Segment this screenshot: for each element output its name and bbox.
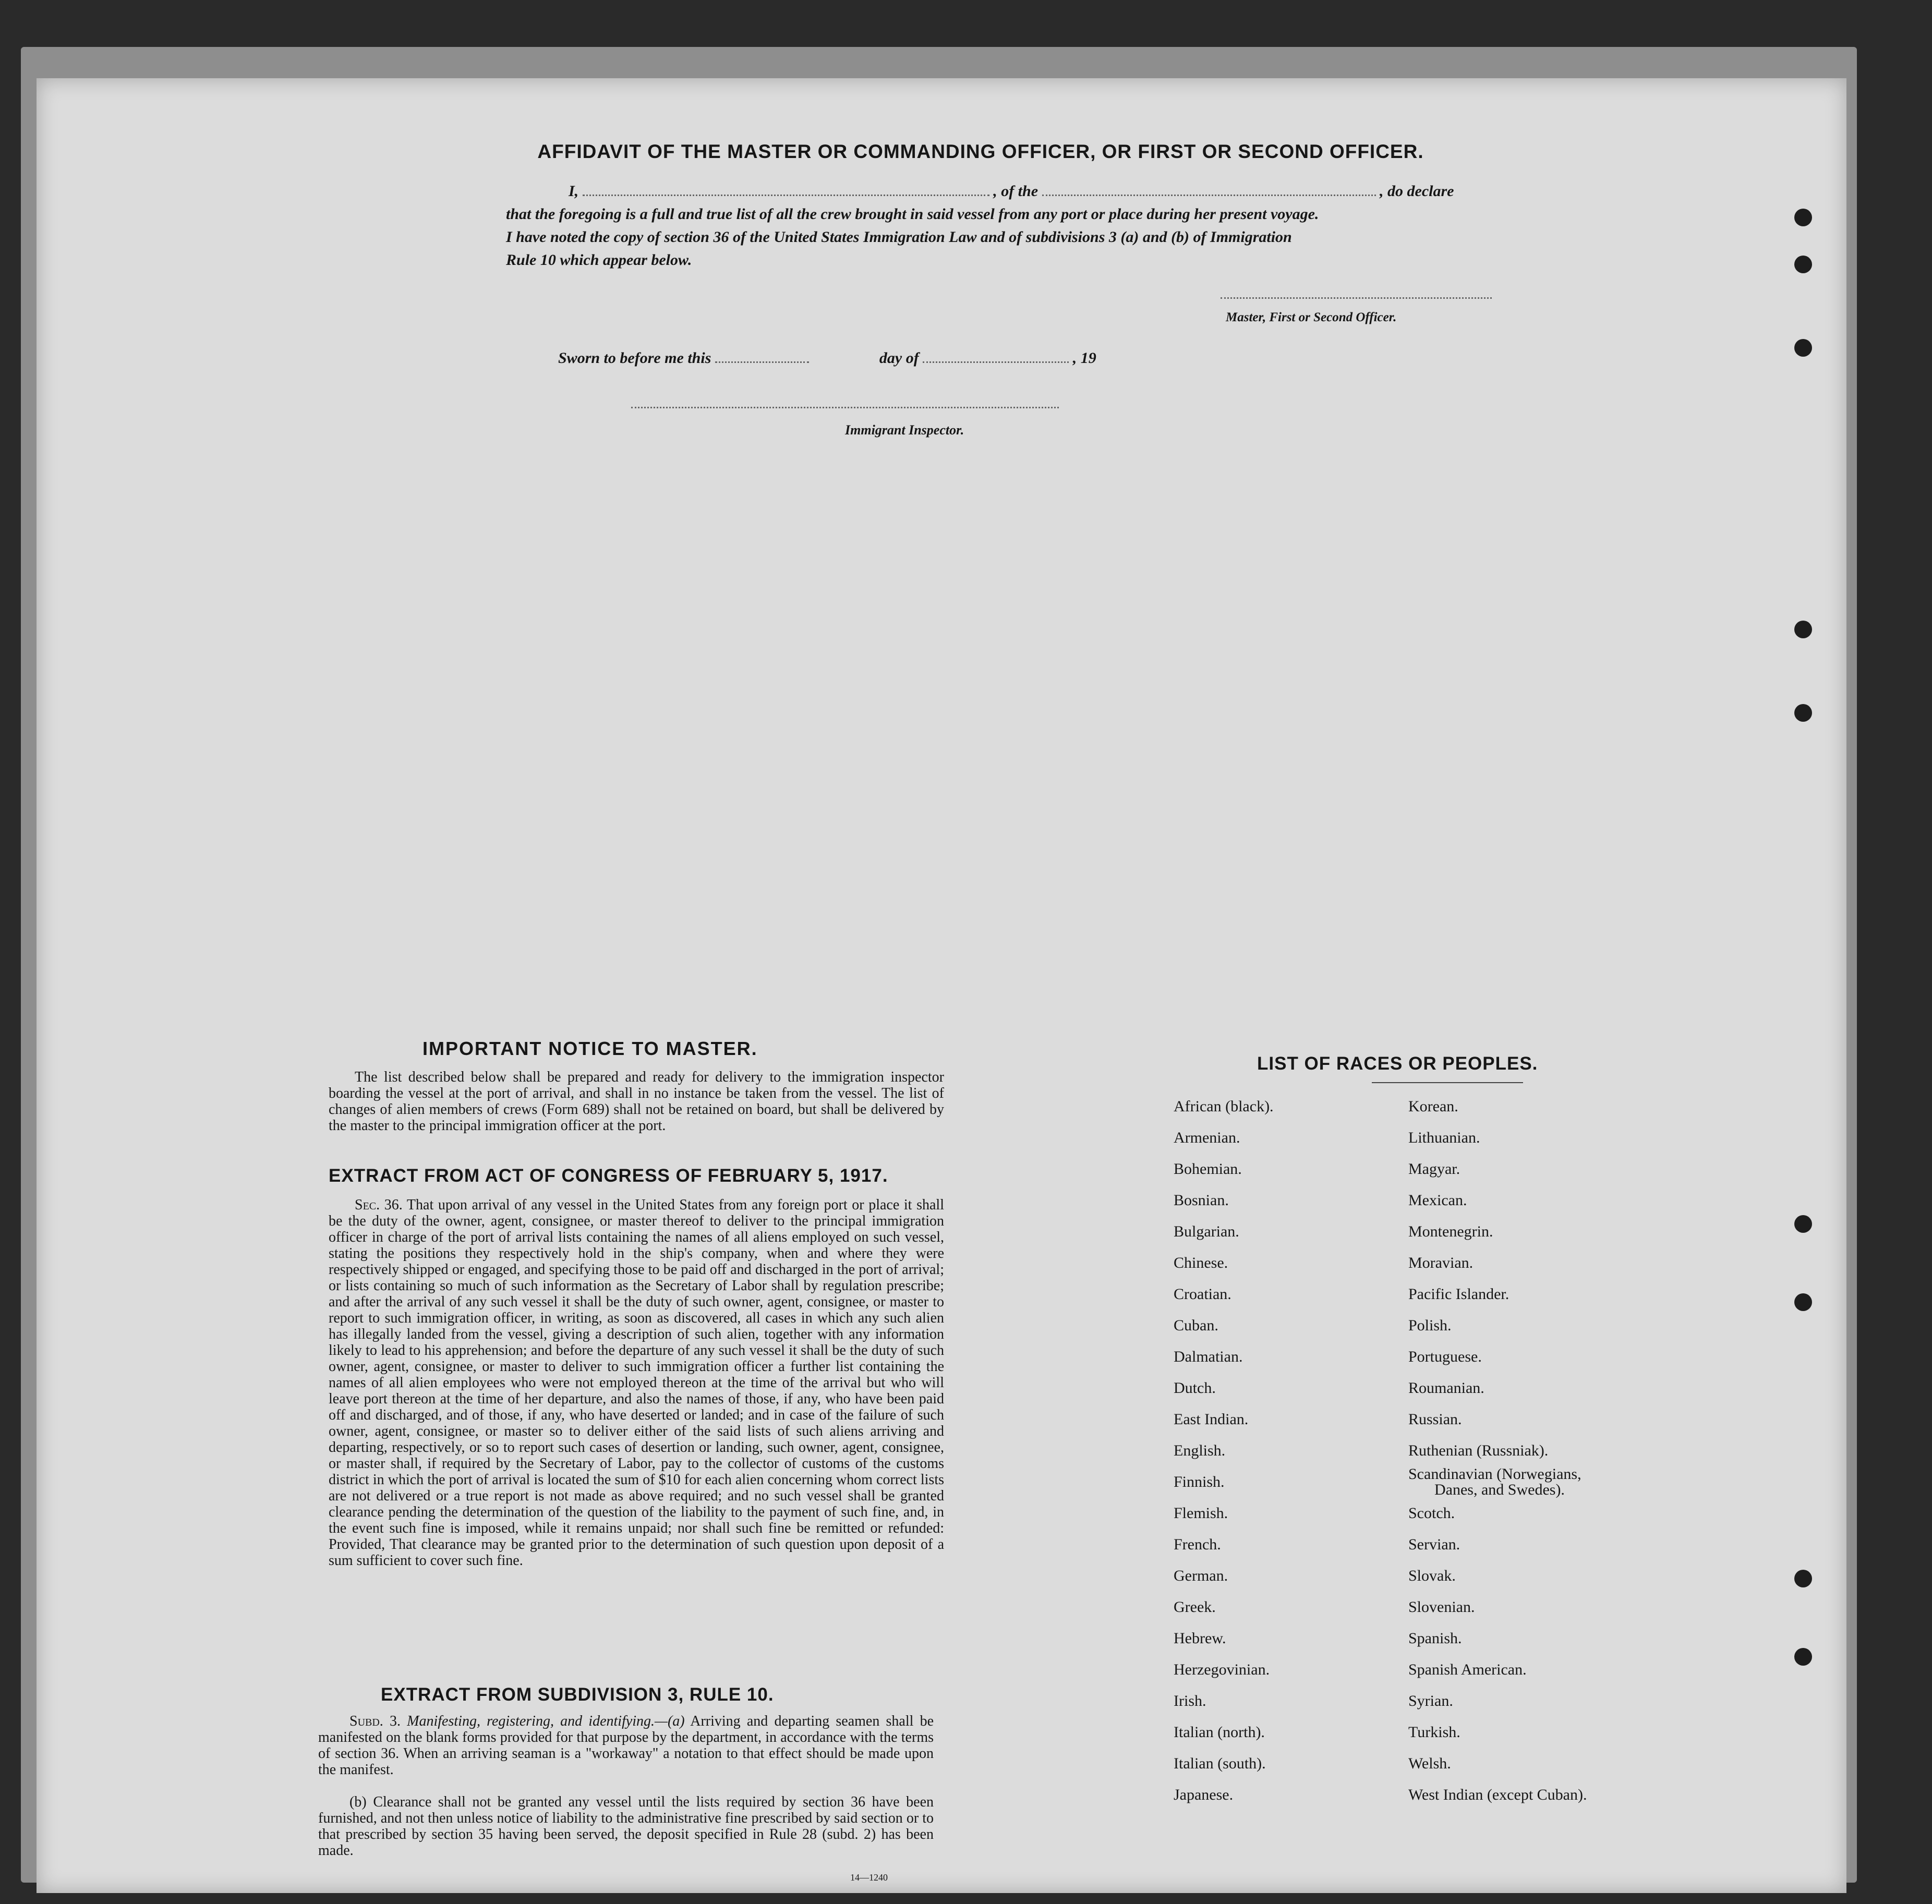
signature-label: Master, First or Second Officer. (1226, 310, 1397, 324)
race-item: Roumanian. (1408, 1379, 1484, 1397)
race-item: Finnish. (1174, 1473, 1225, 1490)
rule-subd-b (318, 1794, 934, 1859)
form-number: 14—1240 (850, 1872, 888, 1883)
binder-hole (1794, 1215, 1812, 1233)
binder-hole (1794, 256, 1812, 273)
race-item: Armenian. (1174, 1129, 1240, 1146)
affidavit-of-the: , of the (993, 183, 1039, 200)
act-title: EXTRACT FROM ACT OF CONGRESS OF FEBRUARY 5, 1917. (329, 1166, 888, 1186)
race-item: Slovenian. (1408, 1598, 1475, 1616)
binder-hole (1794, 704, 1812, 722)
affidavit-line-2: that the foregoing is a full and true list of all the crew brought in said vessel from any port or place during her present voyage. (506, 205, 1319, 223)
inspector-sign-line (631, 407, 1059, 408)
race-item: Hebrew. (1174, 1630, 1226, 1647)
race-item: Portuguese. (1408, 1348, 1482, 1365)
race-item: Ruthenian (Russniak). (1408, 1442, 1549, 1459)
race-item: Montenegrin. (1408, 1223, 1493, 1240)
race-item: Italian (south). (1174, 1755, 1266, 1772)
race-item: African (black). (1174, 1098, 1274, 1115)
affidavit-line-1 (506, 183, 1507, 200)
rule-subd-a-text: Arriving and departing seamen shall be manifested on the blank forms provided for that purpose by the department, in accordance with the terms of section 36. When an arriving seaman is a "workaway" a notation to that effect should be made upon the manifest. (318, 1713, 934, 1778)
race-item: Bulgarian. (1174, 1223, 1239, 1240)
race-item: Russian. (1408, 1411, 1462, 1428)
binder-hole (1794, 1293, 1812, 1311)
rule-title: EXTRACT FROM SUBDIVISION 3, RULE 10. (381, 1684, 774, 1705)
rule-subd-a-label: Subd. 3. (349, 1713, 401, 1729)
races-title-rule (1372, 1082, 1523, 1083)
race-item: Cuban. (1174, 1317, 1218, 1334)
affidavit-line-3: I have noted the copy of section 36 of the United States Immigration Law and of subdivisions 3 (a) and (b) of Immigration (506, 228, 1292, 246)
notice-title: IMPORTANT NOTICE TO MASTER. (422, 1038, 758, 1059)
affidavit-line-4: Rule 10 which appear below. (506, 251, 692, 269)
race-item: Korean. (1408, 1098, 1458, 1115)
affidavit-title: AFFIDAVIT OF THE MASTER OR COMMANDING OFFICER, OR FIRST OR SECOND OFFICER. (537, 141, 1424, 162)
rule-subd-a (318, 1713, 934, 1778)
race-item: English. (1174, 1442, 1226, 1459)
race-item: Mexican. (1408, 1192, 1467, 1209)
race-item: Spanish. (1408, 1630, 1462, 1647)
race-item: Scotch. (1408, 1505, 1455, 1522)
race-item-continuation: Danes, and Swedes). (1434, 1481, 1565, 1498)
race-item: West Indian (except Cuban). (1408, 1786, 1587, 1803)
affidavit-i: I, (569, 183, 579, 200)
race-item: Japanese. (1174, 1786, 1234, 1803)
binder-hole (1794, 209, 1812, 226)
binder-hole (1794, 339, 1812, 357)
races-title: LIST OF RACES OR PEOPLES. (1257, 1053, 1538, 1074)
race-item: Chinese. (1174, 1254, 1228, 1271)
race-item: Croatian. (1174, 1285, 1231, 1303)
race-item: Magyar. (1408, 1160, 1460, 1178)
race-item: East Indian. (1174, 1411, 1249, 1428)
sworn-year: , 19 (1072, 349, 1096, 367)
sworn-month-blank (923, 361, 1069, 363)
race-item: Dalmatian. (1174, 1348, 1243, 1365)
act-section-label: Sec. 36. (355, 1197, 403, 1213)
race-item: Polish. (1408, 1317, 1452, 1334)
race-item: Flemish. (1174, 1505, 1228, 1522)
race-item: Pacific Islander. (1408, 1285, 1510, 1303)
sworn-day-blank (715, 361, 809, 363)
race-item: Greek. (1174, 1598, 1216, 1616)
notice-text: The list described below shall be prepared and ready for delivery to the immigration inspector boarding the vessel at the port of arrival, and shall in no instance be taken from the vessel. The list of changes of alien members of crews (Form 689) shall not be retained on board, but shall be delivered by the master to the principal immigration officer at the port. (329, 1069, 944, 1134)
vessel-blank (1042, 195, 1376, 196)
race-item: Scandinavian (Norwegians, (1408, 1465, 1581, 1483)
race-item: Italian (north). (1174, 1724, 1265, 1741)
race-item: Irish. (1174, 1692, 1206, 1709)
rule-subd-a-heading: Manifesting, registering, and identifying.—(a) (407, 1713, 685, 1729)
binder-hole (1794, 1648, 1812, 1666)
race-item: Spanish American. (1408, 1661, 1527, 1678)
inspector-label: Immigrant Inspector. (845, 422, 964, 438)
sworn-prefix: Sworn to before me this (558, 349, 711, 367)
race-item: Moravian. (1408, 1254, 1474, 1271)
race-item: Bosnian. (1174, 1192, 1229, 1209)
race-item: Turkish. (1408, 1724, 1460, 1741)
document-page (37, 78, 1846, 1893)
signature-line (1221, 297, 1492, 299)
race-item: Welsh. (1408, 1755, 1451, 1772)
rule-subd-b-label: (b) (349, 1794, 367, 1810)
sworn-day-of: day of (879, 349, 919, 367)
act-text: That upon arrival of any vessel in the United States from any foreign port or place it shall be the duty of the owner, agent, consignee, or master thereof to deliver to the principal immigration officer in charge of the port of arrival lists containing the names of all aliens employed on such vessel, stating the positions they respectively hold in the ship's company, when and where they were respectively shipped or engaged, and specifying those to be paid off and discharged in the port of arrival; or lists containing so much of such information as the Secretary of Labor shall by regulation prescribe; and after the arrival of any such vessel it shall be the duty of such owner, agent, consignee, or master to report to such immigration officer, in writing, as soon as discovered, all cases in which any such alien has illegally landed from the vessel, giving a description of such alien, together with any information likely to lead to his apprehension; and before the departure of any such vessel it shall be the duty of such owner, agent, consignee, or master to deliver to such immigration officer a further list containing the names of all alien employees who were not employed thereon at the time of the arrival but who will leave port thereon at the time of her departure, and also the names of those, if any, who have been paid off and discharged, and of those, if any, who have deserted or landed; and in case of the failure of such owner, agent, consignee, or master so to deliver either of the said lists of such aliens arriving and departing, respectively, or so to report such cases of desertion or landing, such owner, agent, consignee, or master shall, if required by the Secretary of Labor, pay to the collector of customs of the customs district in which the port of arrival is located the sum of $10 for each alien concerning whom correct lists are not delivered or a true report is not made as above required; and no such vessel shall be granted clearance pending the determination of the question of the liability to the payment of such fine, and, in the event such fine is imposed, while it remains unpaid; nor shall such fine be remitted or refunded: Provided, That clearance may be granted prior to the determination of such question upon deposit of a sum sufficient to cover such fine. (329, 1197, 944, 1569)
race-item: Bohemian. (1174, 1160, 1242, 1178)
race-item: French. (1174, 1536, 1221, 1553)
binder-hole (1794, 1570, 1812, 1587)
race-item: Slovak. (1408, 1567, 1456, 1584)
affidavit-declare: , do declare (1380, 183, 1454, 200)
act-text-block (329, 1197, 944, 1569)
binder-hole (1794, 621, 1812, 638)
name-blank (583, 195, 989, 196)
race-item: Syrian. (1408, 1692, 1453, 1709)
race-item: German. (1174, 1567, 1228, 1584)
race-item: Servian. (1408, 1536, 1460, 1553)
race-item: Lithuanian. (1408, 1129, 1480, 1146)
race-item: Dutch. (1174, 1379, 1216, 1397)
race-item: Herzegovinian. (1174, 1661, 1270, 1678)
sworn-line (558, 349, 1096, 367)
rule-subd-b-text: Clearance shall not be granted any vessel until the lists required by section 36 have been furnished, and not then unless notice of liability to the administrative fine prescribed by said section or to that prescribed by section 35 having been served, the deposit specified in Rule 28 (subd. 2) has been made. (318, 1794, 934, 1859)
